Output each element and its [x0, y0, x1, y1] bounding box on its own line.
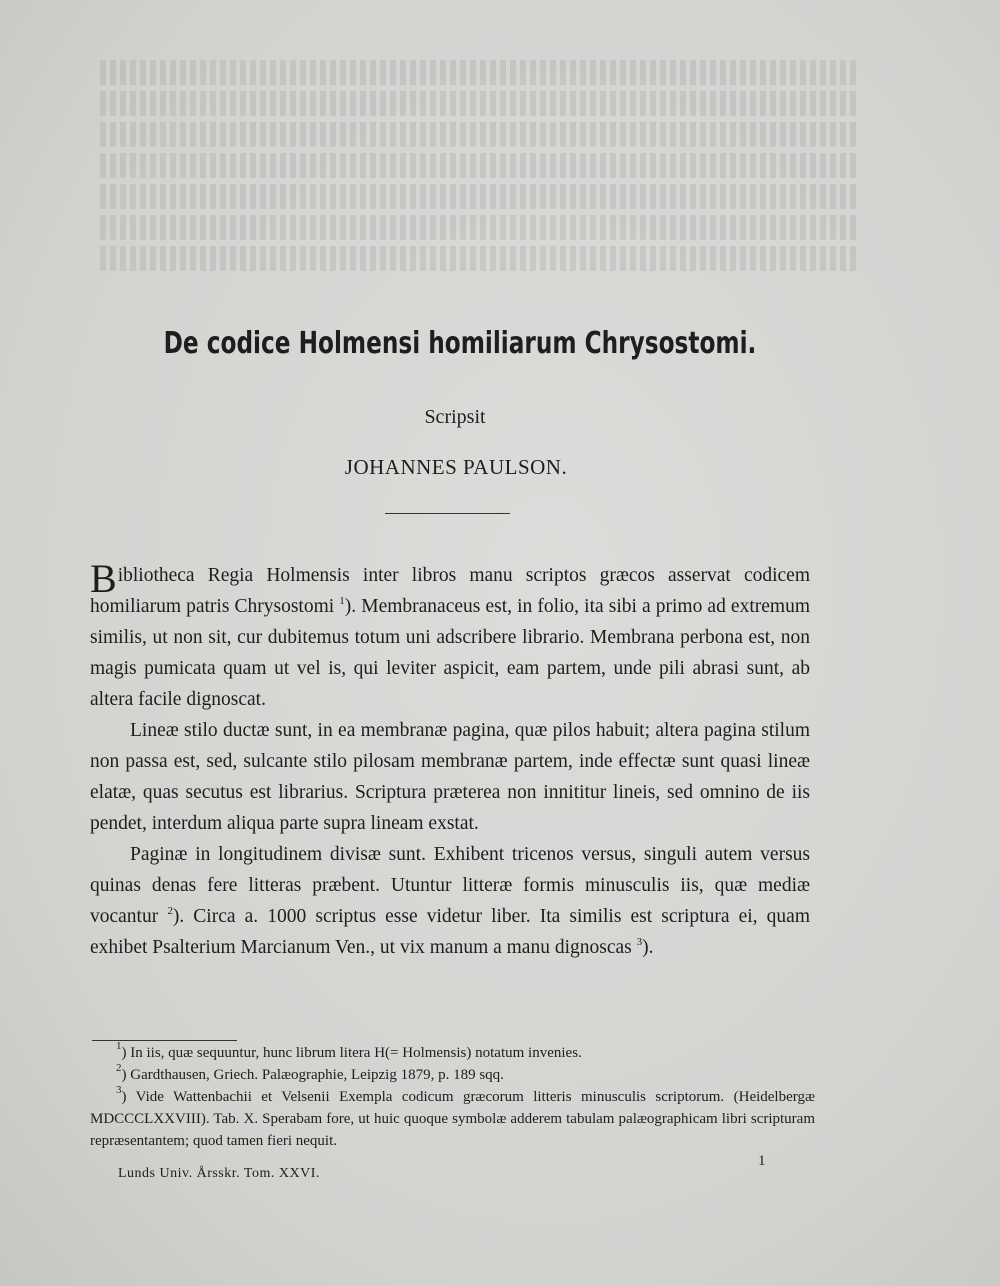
paragraph-3-text-a: Paginæ in longitudinem divisæ sunt. Exhibent tricenos versus, singuli autem versus quinas denas fere litteras præbent. Utuntur litteræ formis minusculis iis, quæ mediæ vocantur: [90, 844, 810, 927]
author-name: JOHANNES PAULSON.: [344, 455, 568, 479]
footnotes: [90, 1042, 815, 1152]
footnote-1-text: ) In iis, quæ sequuntur, hunc librum litera H(= Holmensis) notatum invenies.: [121, 1045, 582, 1061]
footnote-3: [90, 1086, 815, 1152]
paragraph-3-text-c: ).: [642, 937, 654, 958]
drop-cap: B: [90, 556, 117, 601]
bleed-through-texture: [100, 60, 860, 290]
paragraph-1: [90, 556, 810, 715]
footnote-ref-1: 1: [339, 595, 345, 607]
footnote-mark-1: 1: [116, 1040, 122, 1052]
footnote-ref-3: 3: [636, 936, 643, 948]
title-divider: [385, 513, 510, 514]
page-number: 1: [758, 1153, 766, 1169]
signature-line: Lunds Univ. Årsskr. Tom. XXVI.: [118, 1166, 320, 1181]
paragraph-3-text-b: ). Circa a. 1000 scriptus esse videtur liber. Ita similis est scriptura ei, quam exhibet Psalterium Marcianum Ven., ut vix manum a manu dignoscas: [90, 906, 810, 958]
footnote-3-text: ) Vide Wattenbachii et Velsenii Exempla codicum græcorum litteris minusculis scriptorum. (Heidelbergæ MDCCCLXXVIII). Tab. X. Sperabam fore, ut huic quoque symbolæ adderem tabulam palæographicam libri scripturam repræsentantem; quod tamen fieri nequit.: [90, 1089, 815, 1149]
article-title: De codice Holmensi homiliarum Chrysostomi.: [163, 326, 757, 361]
footnote-mark-3: 3: [116, 1084, 122, 1096]
footnote-divider: [92, 1040, 237, 1041]
paragraph-1-text-b: ). Membranaceus est, in folio, ita sibi a primo ad extremum similis, ut non sit, cur dubitemus totum uni adscribere librario. Membrana perbona est, non magis pumicata quam ut vel is, qui leviter aspicit, eam partem, unde pili abrasi sunt, ab altera facile dignoscat.: [90, 596, 810, 710]
paragraph-3: [90, 839, 810, 963]
footnote-mark-2: 2: [116, 1062, 122, 1074]
footnote-2: [90, 1064, 815, 1086]
footnote-2-text: ) Gardthausen, Griech. Palæographie, Leipzig 1879, p. 189 sqq.: [121, 1067, 504, 1083]
paragraph-1-text-a: ibliotheca Regia Holmensis inter libros manu scriptos græcos asservat codicem homiliarum patris Chrysostomi: [90, 565, 810, 617]
paragraph-2: Lineæ stilo ductæ sunt, in ea membranæ pagina, quæ pilos habuit; altera pagina stilum non passa est, sed, sulcante stilo pilosam membranæ partem, inde effectæ sunt quasi lineæ elatæ, quas secutus est librarius. Scriptura præterea non innititur lineis, sed omnino de iis pendet, interdum aliqua parte supra lineam exstat.: [90, 720, 810, 834]
byline: Scripsit: [424, 406, 486, 428]
body-text: [90, 556, 810, 963]
footnote-1: [90, 1042, 815, 1064]
footnote-ref-2: 2: [167, 905, 173, 917]
